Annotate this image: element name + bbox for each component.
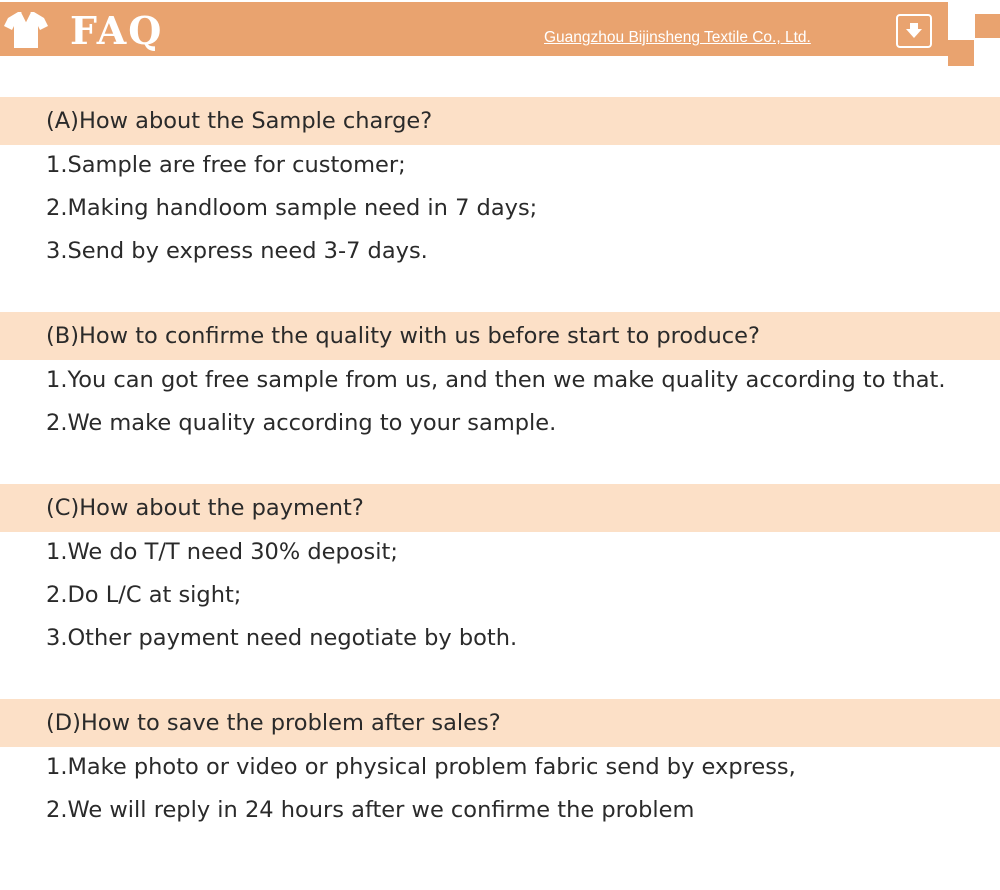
faq-question: (C)How about the payment? bbox=[46, 495, 364, 521]
decorative-square bbox=[975, 14, 1000, 38]
page-title: FAQ bbox=[70, 8, 164, 53]
faq-question: (A)How about the Sample charge? bbox=[46, 108, 433, 134]
faq-question: (B)How to confirme the quality with us before start to produce? bbox=[46, 323, 760, 349]
faq-answer: 1.We do T/T need 30% deposit; bbox=[46, 539, 398, 565]
faq-answer: 3.Send by express need 3-7 days. bbox=[46, 238, 428, 264]
faq-question: (D)How to save the problem after sales? bbox=[46, 710, 501, 736]
faq-answer: 1.You can got free sample from us, and then we make quality according to that. bbox=[46, 367, 946, 393]
faq-answer: 1.Make photo or video or physical problem fabric send by express, bbox=[46, 754, 796, 780]
faq-answer: 2.Making handloom sample need in 7 days; bbox=[46, 195, 538, 221]
faq-answer: 1.Sample are free for customer; bbox=[46, 152, 406, 178]
faq-answer: 2.We will reply in 24 hours after we confirme the problem bbox=[46, 797, 695, 823]
scroll-down-button[interactable] bbox=[896, 14, 932, 48]
shirt-icon bbox=[4, 9, 48, 49]
arrow-down-icon bbox=[906, 22, 922, 40]
decorative-square bbox=[948, 40, 974, 66]
faq-answer: 3.Other payment need negotiate by both. bbox=[46, 625, 518, 651]
faq-answer: 2.We make quality according to your sample. bbox=[46, 410, 557, 436]
faq-answer: 2.Do L/C at sight; bbox=[46, 582, 242, 608]
header-bar bbox=[0, 2, 948, 56]
company-name-link[interactable]: Guangzhou Bijinsheng Textile Co., Ltd. bbox=[544, 29, 811, 46]
